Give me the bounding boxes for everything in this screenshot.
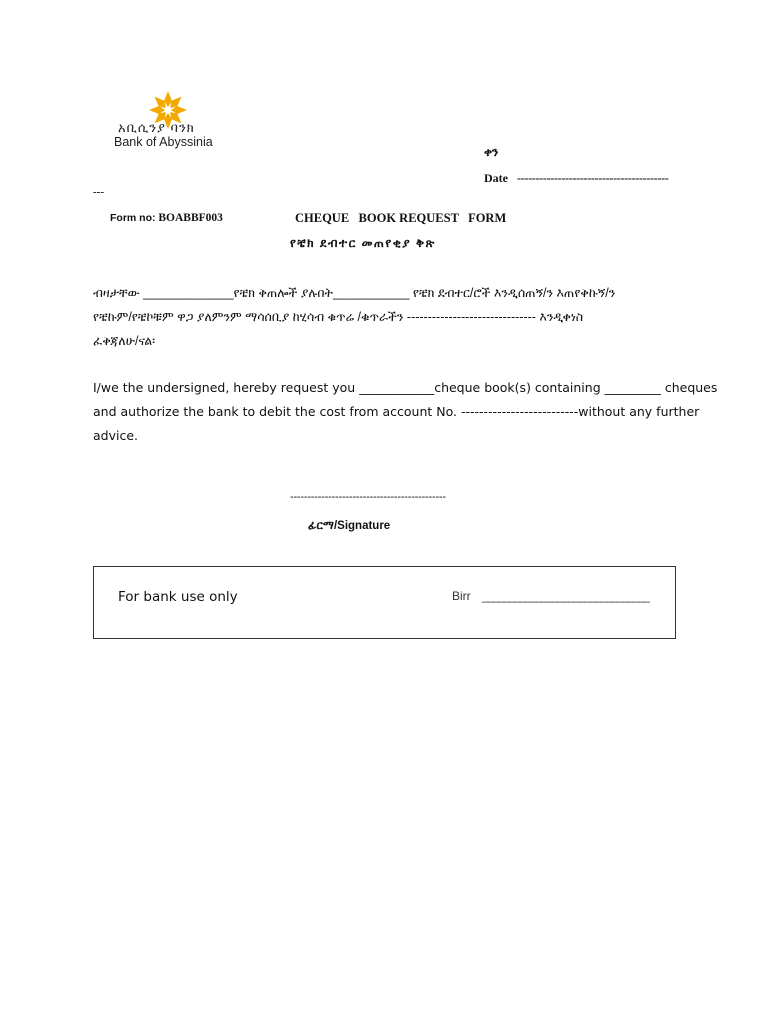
english-request-paragraph [93,376,718,448]
date-label: Date [484,171,508,185]
english-request-line: and authorize the bank to debit the cost from account No. --------------------------without any further [93,404,700,419]
english-request-line: I/we the undersigned, hereby request you ____________cheque book(s) containing _________ cheques [93,380,718,395]
bank-use-label: For bank use only [118,589,238,605]
date-label-amharic: ቀን [484,145,499,159]
form-title-english: CHEQUE BOOK REQUEST FORM [295,211,507,225]
bank-name-amharic: አቢሲንያ ባንክ [118,120,195,135]
form-number [110,212,223,224]
birr-line: _______________________________ [482,589,649,603]
signature-label: ፊርማ/Signature [308,520,391,532]
birr-label: Birr [452,589,471,603]
date-line-continuation: --- [93,186,104,198]
form-no-value: BOABBF003 [158,212,223,224]
date-line: ----------------------------------------- [517,171,669,185]
amharic-request-line: ፈቅጃለሁ/ናል፡ [93,334,156,348]
form-title-amharic: የቼክ ደብተር መጠየቂያ ቅጽ [290,236,436,250]
bank-logo [112,90,242,156]
amharic-request-paragraph [93,281,677,353]
amharic-request-line: የቼኩም/የቼኮቹም ዋጋ ያለምንም ማሳሰቢያ ከሂሳብ ቁጥሬ /ቁጥራችን ------------------------------- እንዲቀነስ [93,310,584,324]
bank-name-english: Bank of Abyssinia [114,135,213,149]
form-no-label: Form no: [110,212,156,224]
bank-use-box [93,566,676,639]
birr-field[interactable] [452,589,649,603]
amharic-request-line: ብዛታቸው _____________የቼክ ቅጠሎች ያሉበት___________ የቼክ ደብተር/ሮች እንዲሰጠኝ/ን እጠየቅኩኝ/ን [93,286,616,300]
english-request-line: advice. [93,428,139,443]
signature-line[interactable]: --------------------------------------------- [290,491,446,503]
date-field[interactable] [484,171,669,186]
